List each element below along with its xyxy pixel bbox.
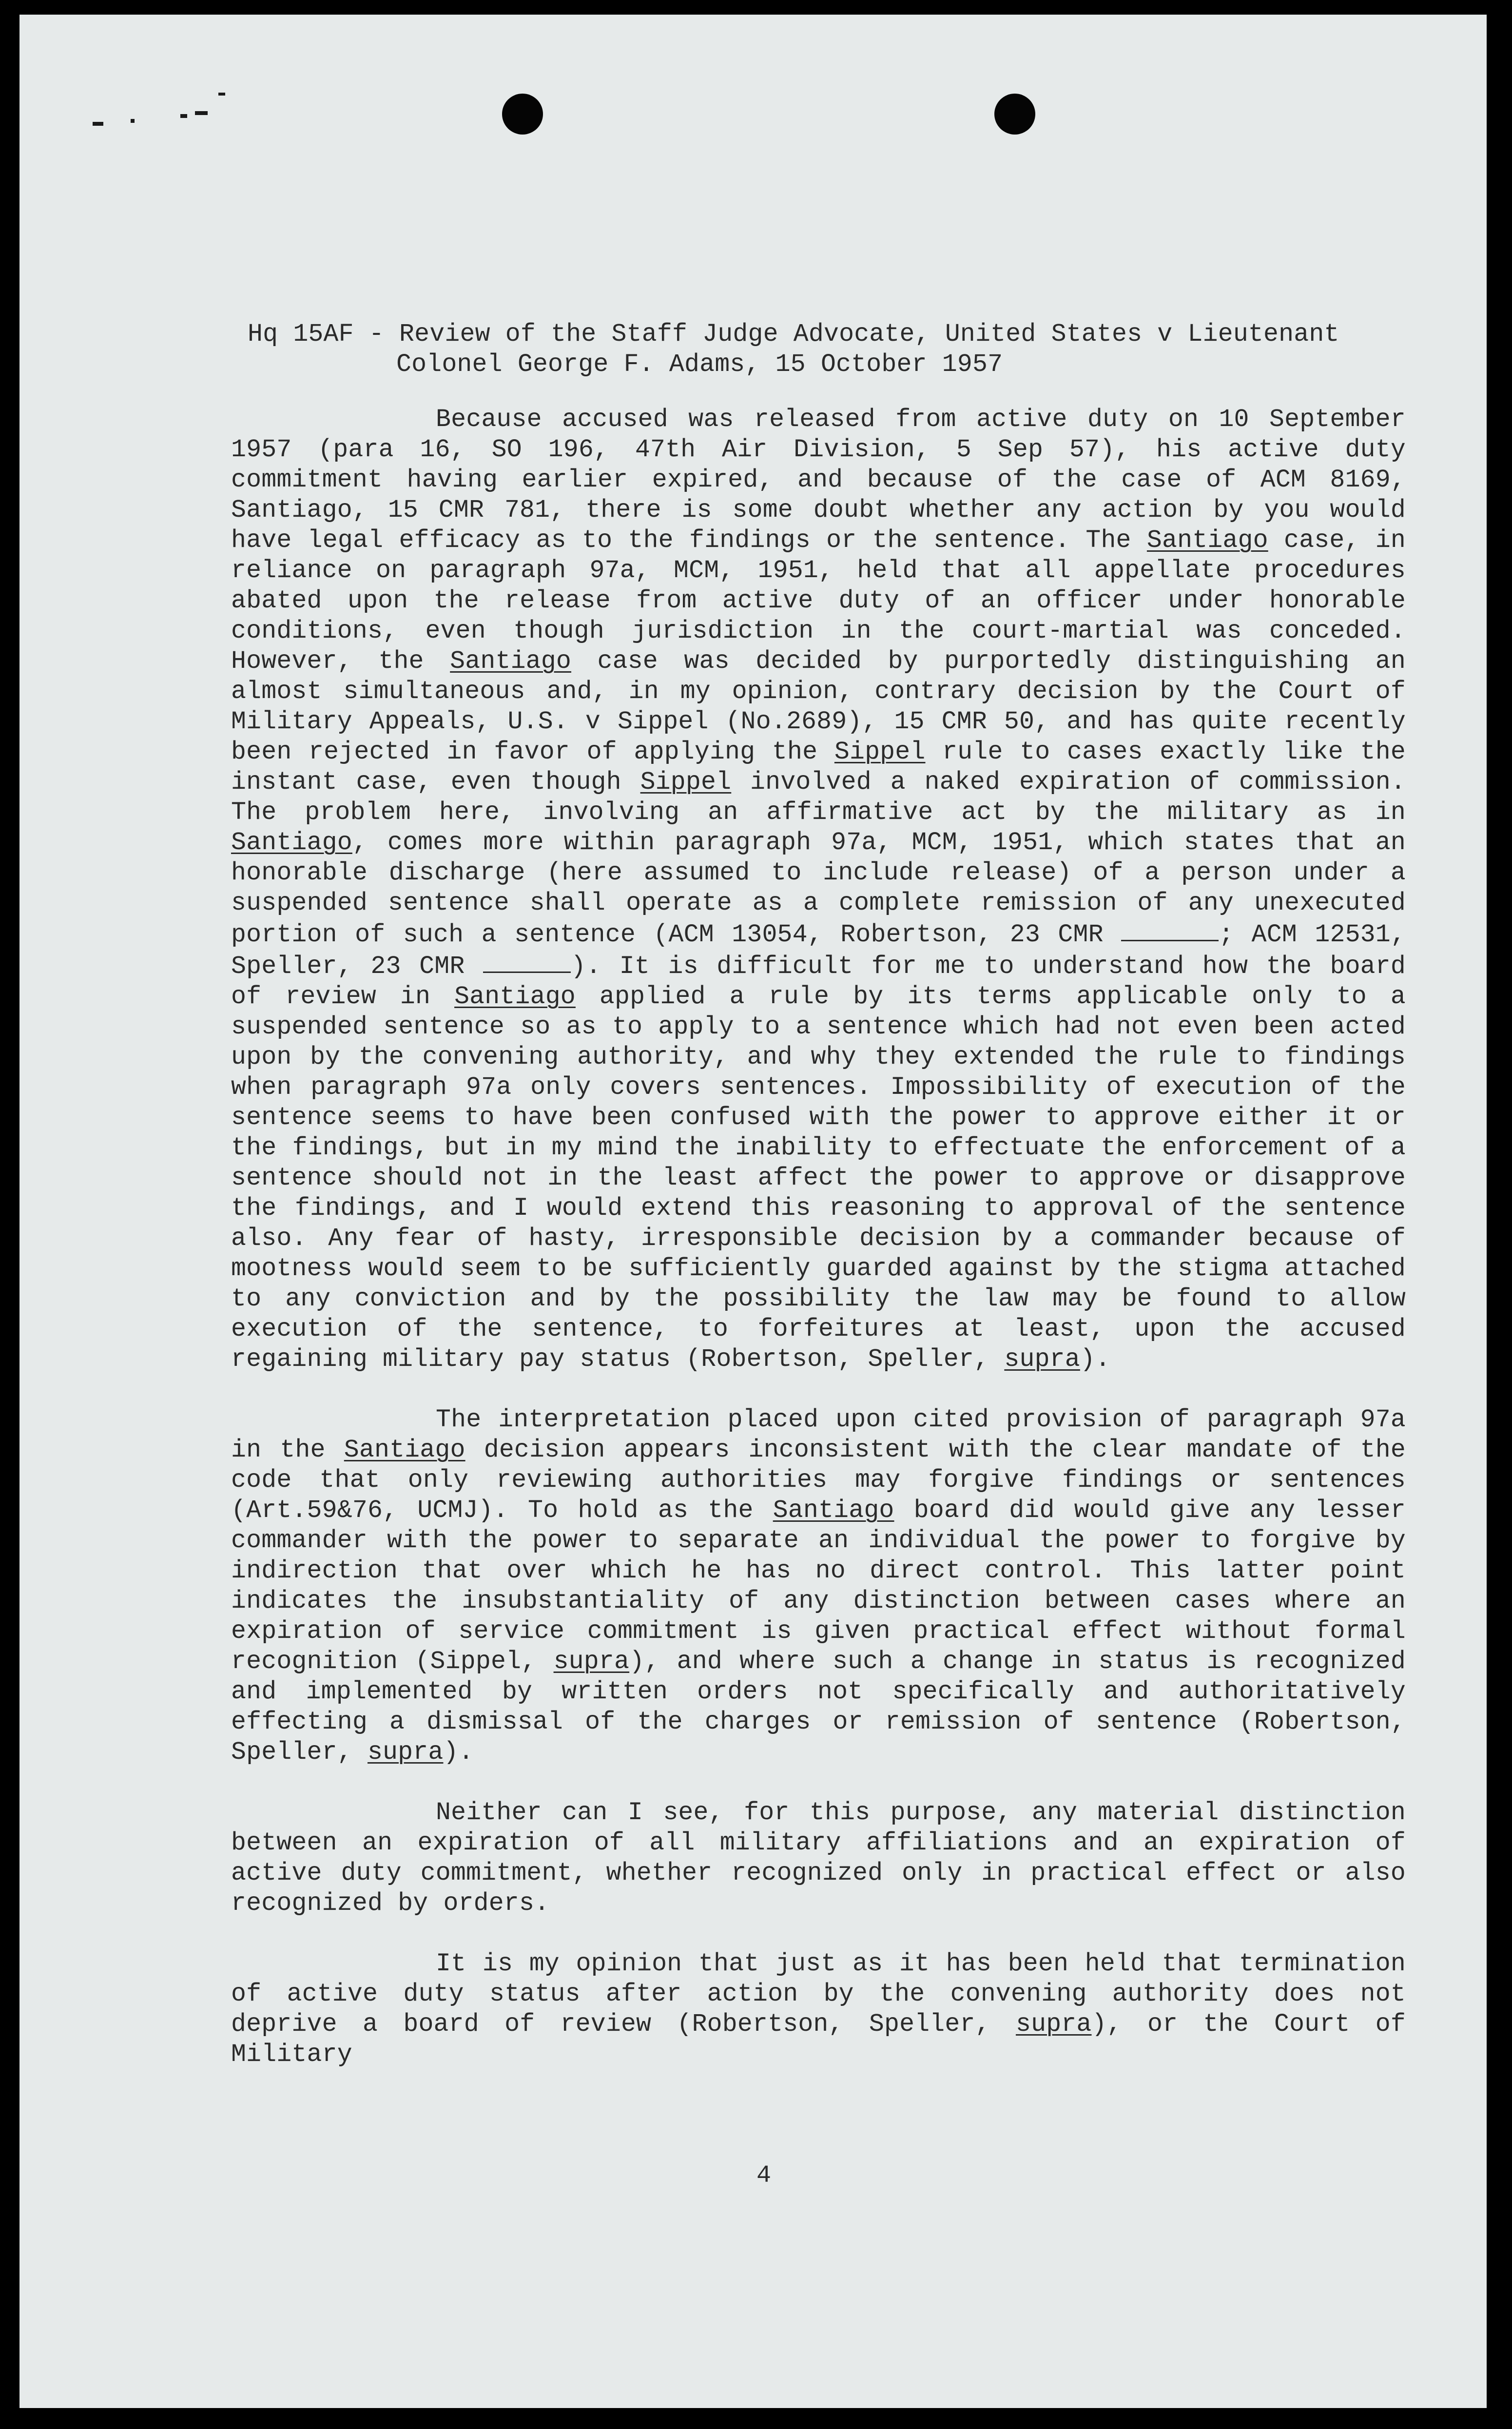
text-run: It is my opinion that just as it has been held that termination of active duty status after action by the convening authority does not deprive a board of review (Robertson, Speller, — [231, 1950, 1406, 2039]
scan-mark — [93, 122, 103, 126]
case-name: Santiago — [344, 1436, 465, 1464]
text-run: ). — [443, 1738, 474, 1767]
text-run: ). It is difficult for me to understand how the board of review in — [231, 952, 1406, 1011]
case-name: Santiago — [1146, 526, 1268, 555]
supra-ref: supra — [553, 1648, 630, 1676]
supra-ref: supra — [1004, 1345, 1080, 1374]
supra-ref: supra — [367, 1738, 444, 1767]
document-header — [248, 319, 1422, 380]
text-run: Neither can I see, for this purpose, any material distinction between an expiration of all military affiliations and an expiration of active duty commitment, whether recognized only in practical effect or also recognized by orders. — [231, 1799, 1406, 1918]
paragraph-3 — [231, 1798, 1406, 1919]
text-run: involved a naked expiration of commission. The problem here, involving an affirmative act by the military as in — [231, 768, 1406, 827]
scan-mark — [195, 111, 208, 115]
text-run: ), or the Court of Military — [231, 2010, 1406, 2069]
text-run: The interpretation placed upon cited provision of paragraph 97a in the — [231, 1406, 1406, 1464]
header-line-2: Colonel George F. Adams, 15 October 1957 — [396, 350, 1003, 379]
document-body — [231, 405, 1406, 2100]
citation-blank — [1121, 918, 1219, 941]
paragraph-2 — [231, 1405, 1406, 1768]
text-run: case, in reliance on paragraph 97a, MCM, 1951, held that all appellate procedures abated upon the release from active duty of an officer under honorable conditions, even though jurisdiction in the court-martial was conceded. However, the — [231, 526, 1406, 676]
page-number: 4 — [756, 2162, 772, 2190]
text-run: decision appears inconsistent with the clear mandate of the code that only reviewing authorities may forgive findings or sentences (Art.59&76, UCMJ). To hold as the — [231, 1436, 1406, 1525]
text-run: ; ACM 12531, Speller, 23 CMR — [231, 921, 1406, 981]
scan-mark — [218, 93, 225, 96]
punch-hole-left — [502, 94, 543, 135]
case-name: Santiago — [773, 1496, 894, 1525]
scan-mark — [180, 114, 187, 118]
text-run: ), and where such a change in status is recognized and implemented by written orders not specifically and authoritatively effecting a dismissal of the charges or remission of sentence (Robertson, Speller, — [231, 1648, 1406, 1767]
scan-mark — [131, 119, 135, 123]
case-name: Santiago — [450, 647, 571, 676]
punch-hole-right — [994, 94, 1035, 135]
text-run: rule to cases exactly like the instant case, even though — [231, 738, 1406, 797]
header-line-1: Hq 15AF - Review of the Staff Judge Advocate, United States v Lieutenant — [248, 320, 1339, 349]
paragraph-4 — [231, 1949, 1406, 2070]
text-run: , comes more within paragraph 97a, MCM, 1951, which states that an honorable discharge (here assumed to include release) of a person under a suspended sentence shall operate as a complete remission of any unexecuted portion of such a sentence (ACM 13054, Robertson, 23 CMR — [231, 829, 1406, 949]
text-run: case was decided by purportedly distinguishing an almost simultaneous and, in my opinion, contrary decision by the Court of Military Appeals, U.S. v Sippel (No.2689), 15 CMR 50, and has quite recently been rejected in favor of applying the — [231, 647, 1406, 766]
text-run: Because accused was released from active duty on 10 September 1957 (para 16, SO 196, 47th Air Division, 5 Sep 57), his active duty commitment having earlier expired, and because of the case of ACM 8169, Santiago, 15 CMR 781, there is some doubt whether any action by you would have legal efficacy as to the findings or the sentence. The — [231, 406, 1406, 555]
case-name: Santiago — [454, 983, 576, 1011]
case-name: Santiago — [231, 829, 352, 857]
citation-blank — [483, 950, 571, 973]
text-run: board did would give any lesser commander with the power to separate an individual the power to forgive by indirection that over which he has no direct control. This latter point indicates the insubstantiality of any distinction between cases where an expiration of service commitment is given practical effect without formal recognition (Sippel, — [231, 1496, 1406, 1676]
text-run: ). — [1080, 1345, 1111, 1374]
case-name: Sippel — [834, 738, 926, 766]
text-run: applied a rule by its terms applicable only to a suspended sentence so as to apply to a sentence which had not even been acted upon by the convening authority, and why they extended the rule to findings when paragraph 97a only covers sentences. Impossibility of execution of the sentence seems to have been confused with the power to approve either it or the findings, but in my mind the inability to effectuate the enforcement of a sentence should not in the least affect the power to approve or disapprove the findings, and I would extend this reasoning to approval of the sentence also. Any fear of hasty, irresponsible decision by a commander because of mootness would seem to be sufficiently guarded against by the stigma attached to any conviction and by the possibility the law may be found to allow execution of the sentence, to forfeitures at least, upon the accused regaining military pay status (Robertson, Speller, — [231, 983, 1406, 1374]
case-name: Sippel — [640, 768, 732, 797]
paragraph-1 — [231, 405, 1406, 1375]
supra-ref: supra — [1015, 2010, 1092, 2039]
